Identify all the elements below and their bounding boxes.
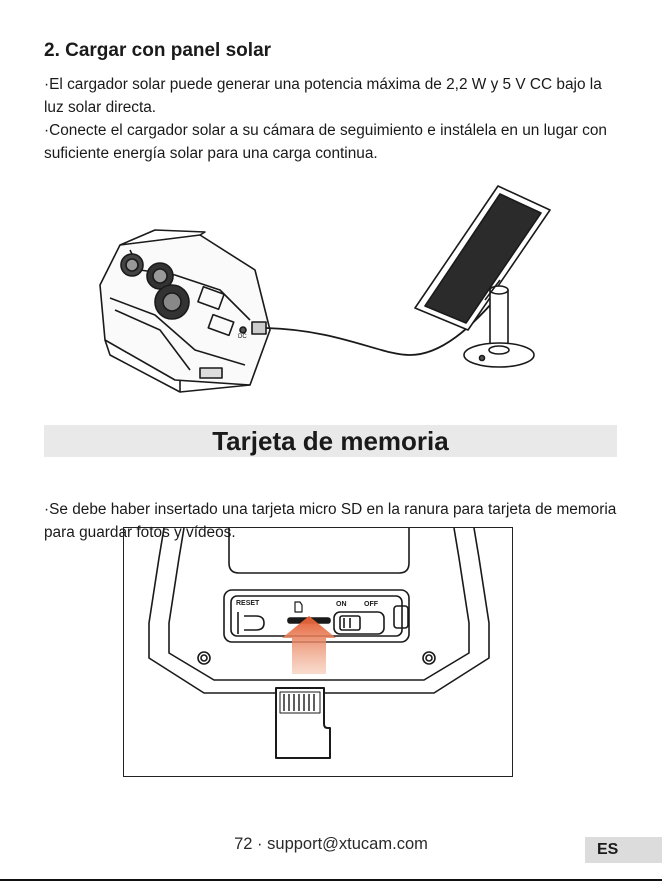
- bottom-rule: [0, 879, 662, 881]
- solar-panel-drawing: [415, 186, 550, 367]
- language-tab: ES: [585, 837, 662, 863]
- trail-camera-drawing: [100, 230, 270, 392]
- on-label: ON: [336, 601, 347, 608]
- camera-solar-illustration: [80, 180, 580, 400]
- memory-paragraph: ·Se debe haber insertado una tarjeta micro SD en la ranura para tarjeta de memoria para guardar fotos y vídeos.: [44, 501, 617, 541]
- footer-text: 72 · support@xtucam.com: [234, 835, 428, 853]
- memory-card-title: Tarjeta de memoria: [212, 426, 449, 456]
- svg-text:DC: DC: [238, 334, 247, 340]
- reset-label: RESET: [236, 600, 260, 607]
- memory-card-banner: [44, 425, 617, 457]
- off-label: OFF: [364, 601, 378, 608]
- solar-paragraph: ·El cargador solar puede generar una potencia máxima de 2,2 W y 5 V CC bajo la luz solar directa. ·Conecte el cargador solar a su cámara de seguimiento e instálela en un lugar con suficiente energía solar para una carga continua.: [44, 76, 607, 162]
- section-heading-solar: 2. Cargar con panel solar: [44, 40, 272, 61]
- sd-card-illustration: [123, 527, 513, 777]
